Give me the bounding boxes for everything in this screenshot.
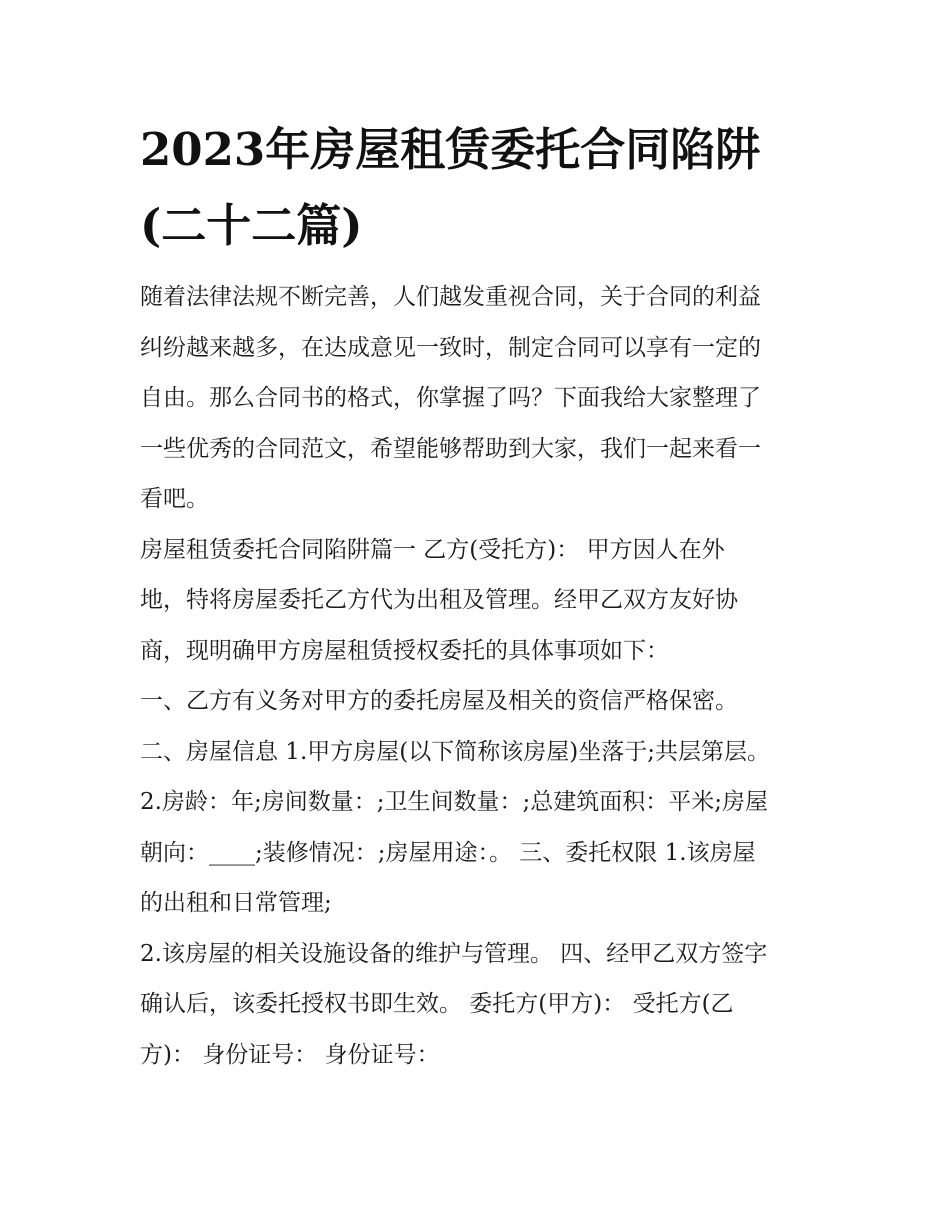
document-title bbox=[140, 112, 820, 264]
text-line: 2.房龄：年;房间数量：;卫生间数量：;总建筑面积：平米;房屋 bbox=[140, 789, 768, 815]
clause-confidentiality bbox=[140, 676, 820, 727]
text-line: 房屋租赁委托合同陷阱篇一 乙方(受托方)： 甲方因人在外 bbox=[140, 536, 725, 563]
text-line: 一些优秀的合同范文，希望能够帮助到大家，我们一起来看一 bbox=[140, 435, 761, 462]
text-line: 自由。那么合同书的格式，你掌握了吗？下面我给大家整理了 bbox=[140, 385, 761, 411]
document-content bbox=[140, 112, 820, 1080]
text-line: 确认后，该委托授权书即生效。 委托方(甲方)： 受托方(乙 bbox=[140, 991, 734, 1017]
intro-paragraph bbox=[140, 272, 820, 525]
text-line: 看吧。 bbox=[140, 486, 209, 512]
text-line: 2.该房屋的相关设施设备的维护与管理。 四、经甲乙双方签字 bbox=[140, 940, 768, 967]
text-line: 一、乙方有义务对甲方的委托房屋及相关的资信严格保密。 bbox=[140, 688, 738, 714]
title-line: 2023年房屋租赁委托合同陷阱 bbox=[140, 123, 761, 176]
text-line: 朝向：____;装修情况：;房屋用途：。 三、委托权限 1.该房屋 bbox=[140, 839, 756, 866]
text-line: 商，现明确甲方房屋租赁授权委托的具体事项如下： bbox=[140, 637, 669, 664]
title-line: (二十二篇) bbox=[140, 199, 363, 252]
contract-intro-paragraph bbox=[140, 525, 820, 677]
clause-property-info bbox=[140, 727, 820, 929]
text-line: 的出租和日常管理; bbox=[140, 890, 332, 916]
text-line: 随着法律法规不断完善，人们越发重视合同，关于合同的利益 bbox=[140, 284, 761, 310]
clause-signature bbox=[140, 929, 820, 1081]
text-line: 二、房屋信息 1.甲方房屋(以下简称该房屋)坐落于;共层第层。 bbox=[140, 738, 770, 765]
text-line: 纠纷越来越多，在达成意见一致时，制定合同可以享有一定的 bbox=[140, 334, 761, 361]
text-line: 方)： 身份证号： 身份证号： bbox=[140, 1041, 440, 1068]
text-line: 地，特将房屋委托乙方代为出租及管理。经甲乙双方友好协 bbox=[140, 587, 738, 613]
